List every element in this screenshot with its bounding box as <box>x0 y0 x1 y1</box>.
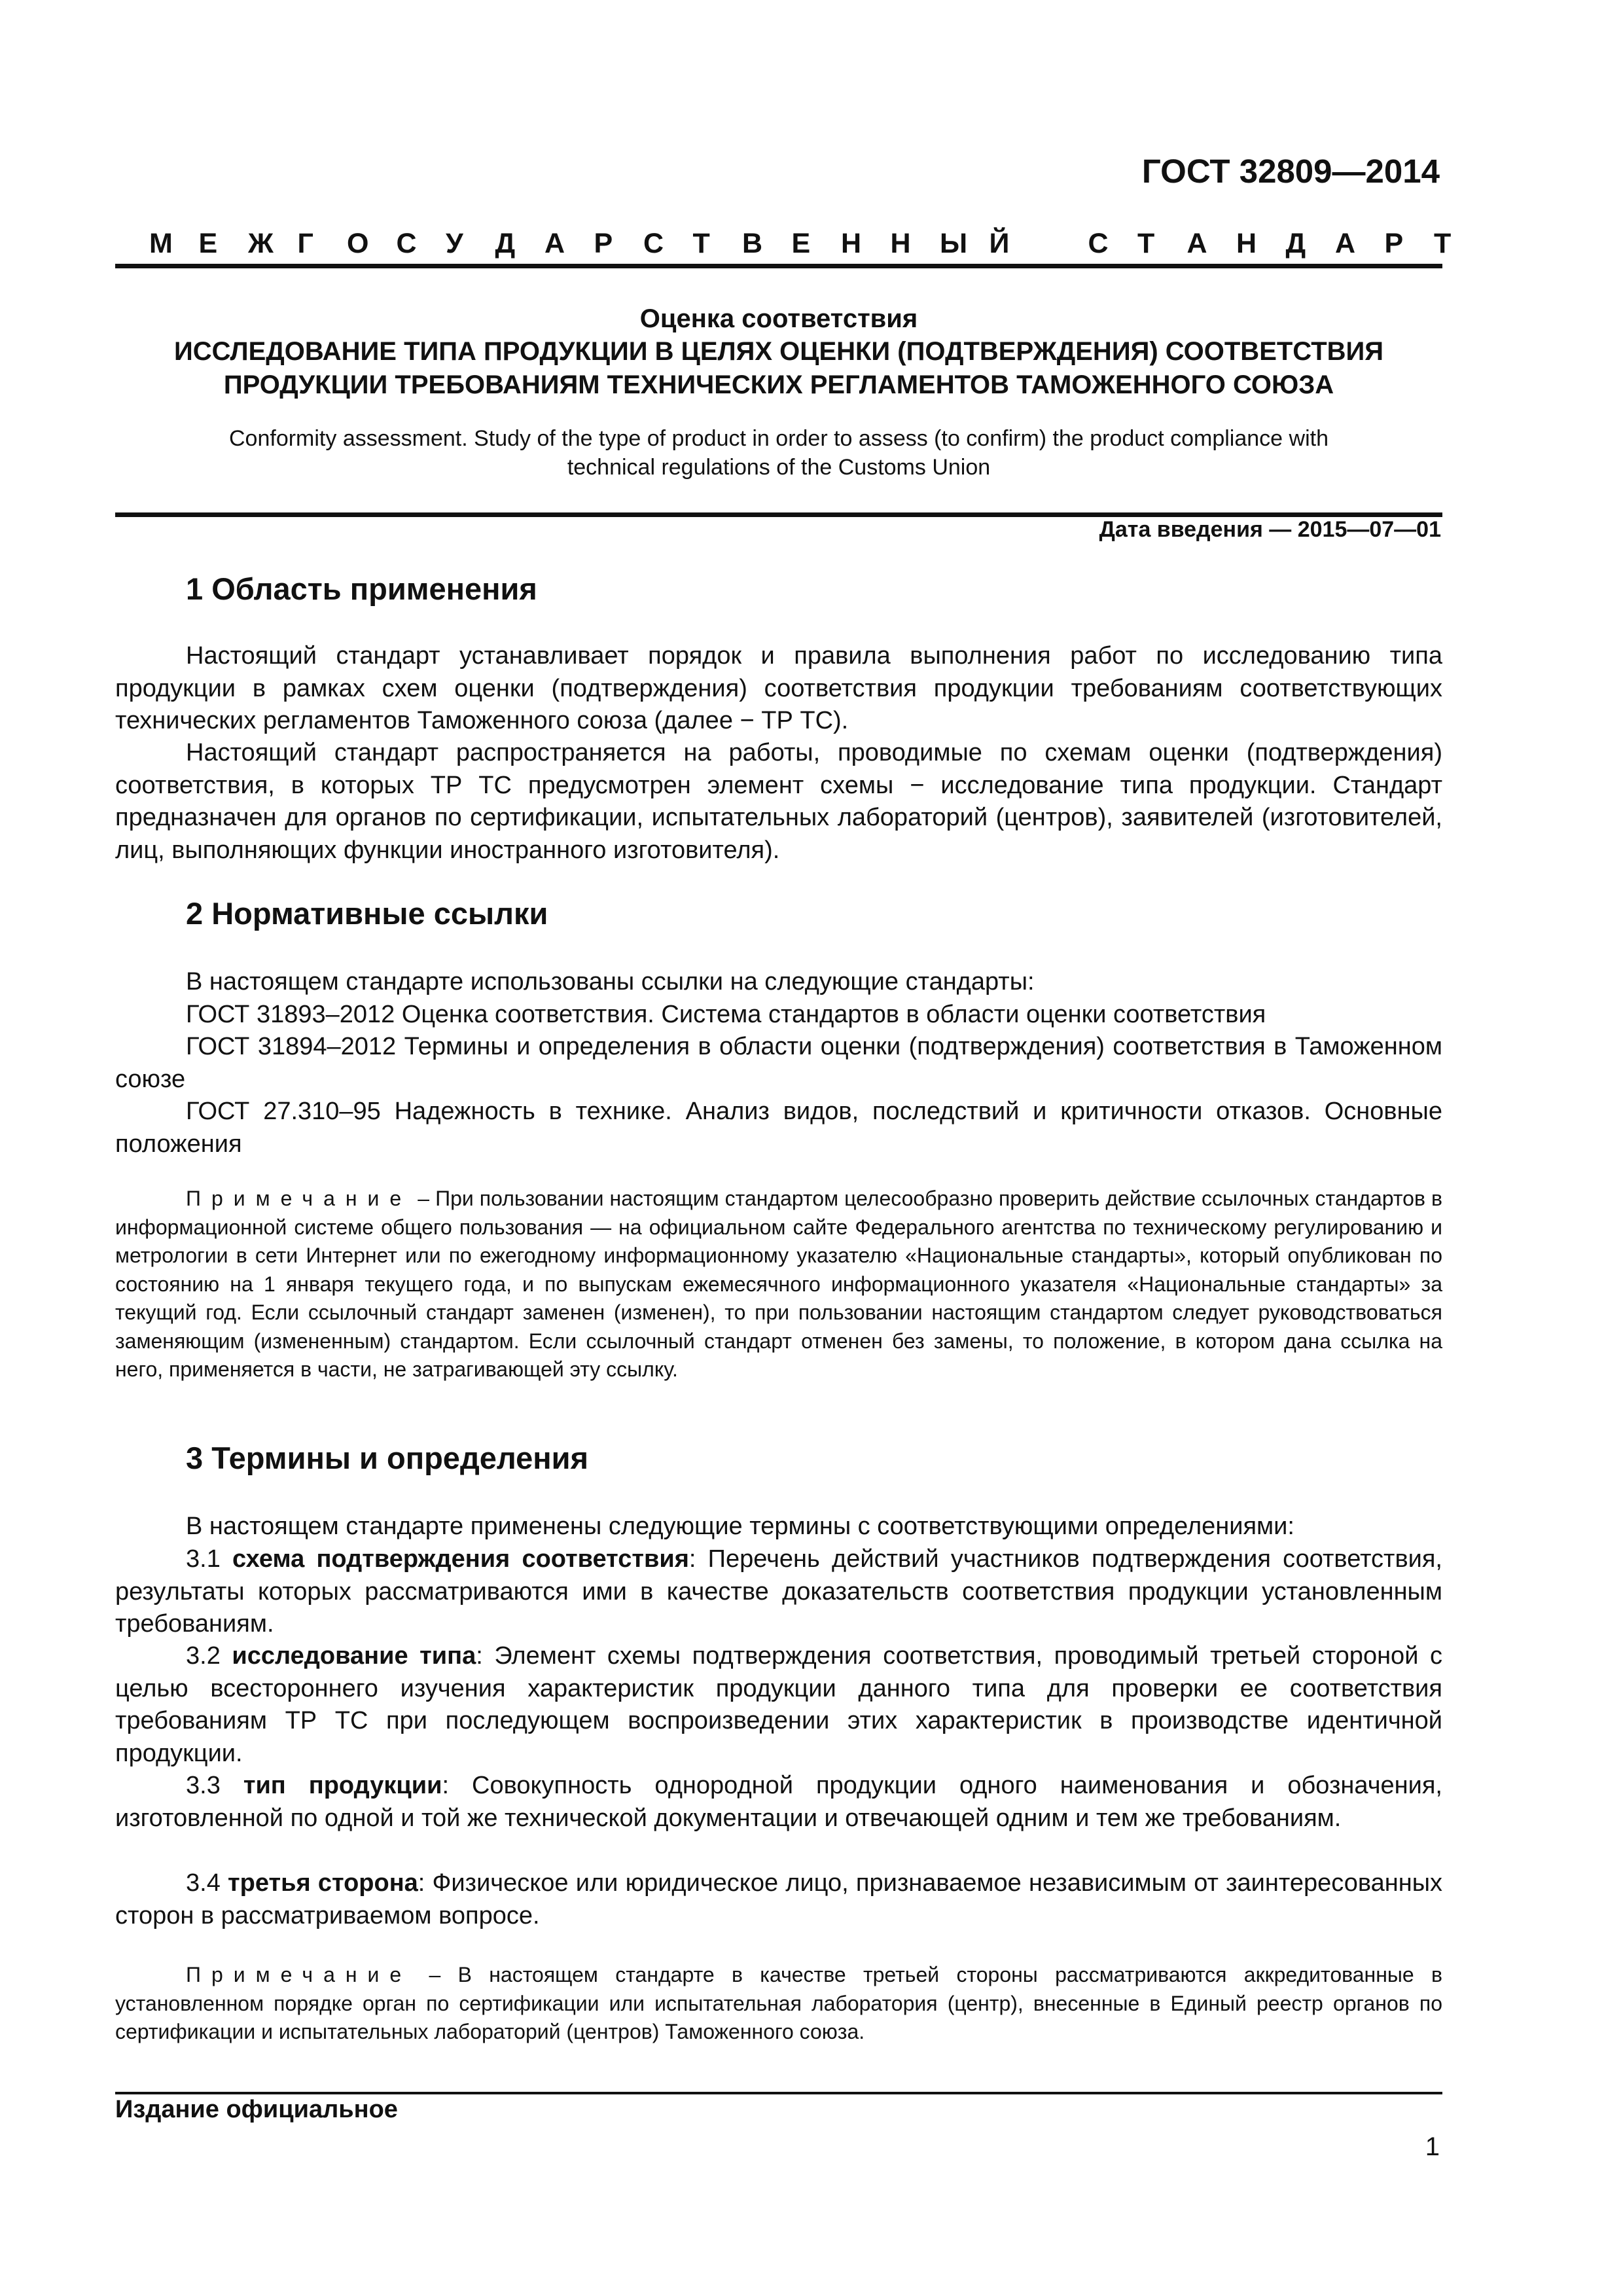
banner-letter: Д <box>1285 228 1306 259</box>
banner-letter: Т <box>1137 228 1155 259</box>
title-main-line-1: ИССЛЕДОВАНИЕ ТИПА ПРОДУКЦИИ В ЦЕЛЯХ ОЦЕНКИ (ПОДТВЕРЖДЕНИЯ) СООТВЕТСТВИЯ <box>173 337 1384 366</box>
term-name: тип продукции <box>243 1772 442 1799</box>
section-1-paragraph-1-text: Настоящий стандарт устанавливает порядок и правила выполнения работ по исследованию типа продукции в рамках схем оценки (подтверждения) соответствия продукции требованиям соответствующих технических регламентов Таможенного союза (далее − ТР ТС). <box>115 642 1442 734</box>
banner-letter: Ж <box>248 228 274 259</box>
term-definition: : Элемент схемы подтверждения соответствия, проводимый третьей стороной с целью всестороннего изучения характеристик продукции данного типа для проверки ее соответствия требованиям ТР ТС при последующем воспроизведении этих характеристик в производстве идентичной продукции. <box>115 1642 1442 1767</box>
title-block <box>115 302 1442 402</box>
term-definition: : Перечень действий участников подтверждения соответствия, результаты которых рассматриваются ими в качестве доказательств соответствия продукции установленным требованиям. <box>115 1545 1442 1638</box>
term-3-1 <box>115 1543 1442 1641</box>
banner-letter: Н <box>841 228 862 259</box>
term-definition: : Совокупность однородной продукции одного наименования и обозначения, изготовленной по одной и той же технической документации и отвечающей одним и тем же требованиям. <box>115 1772 1442 1832</box>
banner-letter: Н <box>890 228 911 259</box>
section-2-intro <box>115 966 1442 999</box>
title-main-line-2: ПРОДУКЦИИ ТРЕБОВАНИЯМ ТЕХНИЧЕСКИХ РЕГЛАМЕНТОВ ТАМОЖЕННОГО СОЮЗА <box>223 370 1334 399</box>
banner-letter: М <box>149 228 173 259</box>
section-3-intro-text: В настоящем стандарте применены следующие термины с соответствующими определениями: <box>186 1513 1294 1540</box>
banner-letter: А <box>1335 228 1356 259</box>
section-3-heading: 3 Термины и определения <box>186 1441 588 1475</box>
document-number: ГОСТ 32809—2014 <box>1141 152 1440 190</box>
banner-letter: Й <box>989 228 1010 259</box>
banner-letter: С <box>1088 228 1109 259</box>
section-2-intro-text: В настоящем стандарте использованы ссылки на следующие стандарты: <box>186 968 1035 996</box>
section-2-note-label: Примечание <box>186 1187 412 1210</box>
term-name: третья сторона <box>228 1869 418 1897</box>
section-3-intro <box>115 1511 1442 1543</box>
section-3-note-label: Примечание <box>186 1963 412 1986</box>
banner-letter: С <box>643 228 664 259</box>
reference-gost-31893-text: ГОСТ 31893–2012 Оценка соответствия. Система стандартов в области оценки соответствия <box>186 1001 1266 1028</box>
reference-gost-27310-text: ГОСТ 27.310–95 Надежность в технике. Анализ видов, последствий и критичности отказов. Основные положения <box>115 1098 1442 1158</box>
reference-gost-27310 <box>115 1096 1442 1160</box>
term-number: 3.4 <box>186 1869 228 1897</box>
banner-letter: Д <box>495 228 516 259</box>
title-english-line-2: technical regulations of the Customs Union <box>567 455 991 480</box>
banner-letter: С <box>396 228 417 259</box>
top-divider <box>115 264 1442 268</box>
term-name: исследование типа <box>232 1642 476 1670</box>
term-number: 3.1 <box>186 1545 233 1573</box>
section-1-paragraph-2 <box>115 737 1442 867</box>
term-name: схема подтверждения соответствия <box>232 1545 689 1573</box>
title-english-line-1: Conformity assessment. Study of the type of product in order to assess (to confirm) the product compliance with <box>229 426 1329 451</box>
banner-letter: Т <box>692 228 710 259</box>
page-number: 1 <box>1425 2132 1440 2161</box>
section-3-note-text: – В настоящем стандарте в качестве третьей стороны рассматриваются аккредитованные в установленном порядке орган по сертификации или испытательная лаборатория (центр), внесенные в Единый реестр органов по сертификации и испытательных лабораторий (центров) Таможенного союза. <box>115 1963 1442 2043</box>
banner-letter: Е <box>791 228 811 259</box>
banner-letter: Е <box>198 228 218 259</box>
banner-letter: А <box>544 228 565 259</box>
section-2-note <box>115 1185 1442 1384</box>
banner-letter: У <box>446 228 463 259</box>
term-number: 3.2 <box>186 1642 232 1670</box>
term-definition: : Физическое или юридическое лицо, признаваемое независимым от заинтересованных сторон в рассматриваемом вопросе. <box>115 1869 1443 1929</box>
term-3-2 <box>115 1640 1442 1770</box>
footer-divider <box>115 2092 1442 2094</box>
official-edition-label: Издание официальное <box>115 2096 398 2123</box>
banner-letter: В <box>742 228 763 259</box>
banner-letter: О <box>347 228 369 259</box>
term-3-3 <box>115 1770 1442 1835</box>
term-3-4 <box>115 1867 1442 1932</box>
title-divider <box>115 512 1442 517</box>
section-1-heading: 1 Область применения <box>186 571 537 606</box>
section-1-paragraph-2-text: Настоящий стандарт распространяется на работы, проводимые по схемам оценки (подтверждения) соответствия, в которых ТР ТС предусмотрен элемент схемы − исследование типа продукции. Стандарт предназначен для органов по сертификации, испытательных лабораторий (центров), заявителей (изготовителей, лиц, выполняющих функции иностранного изготовителя). <box>115 739 1442 864</box>
banner-letter: Н <box>1236 228 1257 259</box>
banner-letter: Ы <box>940 228 968 259</box>
section-1-paragraph-1 <box>115 640 1442 738</box>
title-english <box>157 424 1400 482</box>
banner-letter: Т <box>1434 228 1452 259</box>
banner-letter: А <box>1186 228 1207 259</box>
banner-letter: Г <box>297 228 313 259</box>
banner-letter: Р <box>594 228 613 259</box>
section-2-note-text: – При пользовании настоящим стандартом целесообразно проверить действие ссылочных стандартов в информационной системе общего пользования — на официальном сайте Федерального агентства по техническому регулированию и метрологии в сети Интернет или по ежегодному информационному указателю «Национальные стандарты», который опубликован по состоянию на 1 января текущего года, и по выпускам ежемесячного информационного указателя «Национальные стандарты» за текущий год. Если ссылочный стандарт заменен (изменен), то при пользовании настоящим стандартом следует руководствоваться заменяющим (измененным) стандартом. Если ссылочный стандарт отменен без замены, то положение, в котором дана ссылка на него, применяется в части, не затрагивающей эту ссылку. <box>115 1187 1442 1381</box>
banner-letter: Р <box>1384 228 1404 259</box>
reference-gost-31894-text: ГОСТ 31894–2012 Термины и определения в области оценки (подтверждения) соответствия в Таможенном союзе <box>115 1033 1442 1093</box>
section-2-heading: 2 Нормативные ссылки <box>186 896 548 931</box>
term-number: 3.3 <box>186 1772 243 1799</box>
section-3-note <box>115 1961 1442 2047</box>
reference-gost-31894 <box>115 1031 1442 1096</box>
introduction-date: Дата введения — 2015—07—01 <box>1099 517 1441 542</box>
reference-gost-31893 <box>115 999 1442 1031</box>
title-subtitle: Оценка соответствия <box>639 304 918 333</box>
